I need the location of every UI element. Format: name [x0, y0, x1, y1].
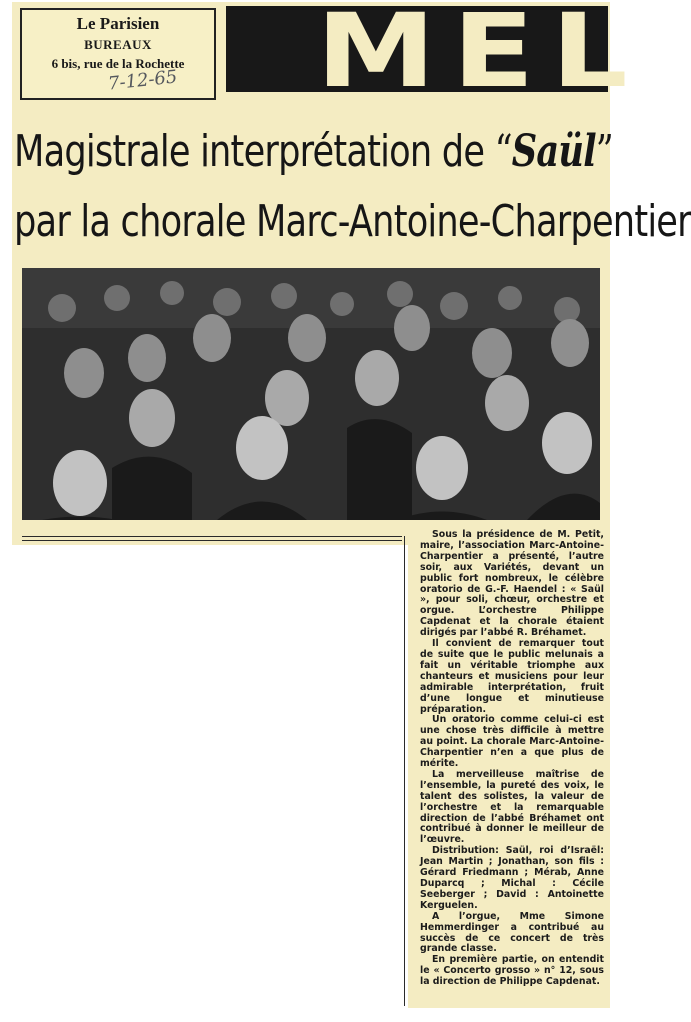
- handwritten-date: 7-12-65: [107, 66, 179, 95]
- headline-quote-open: “: [494, 126, 512, 177]
- headline-title: Saül: [511, 126, 596, 177]
- stamp-office: BUREAUX: [84, 37, 152, 52]
- divider-rule: [22, 536, 402, 537]
- stamp-address: 6 bis, rue de la Rochette: [51, 56, 185, 71]
- headline-text: Magistrale interprétation de: [14, 126, 495, 177]
- headline-quote-close: ”: [595, 126, 613, 177]
- masthead-banner: [226, 0, 645, 111]
- article-body: [420, 530, 604, 988]
- audience-photo-drawing: [22, 268, 600, 520]
- article-paragraph: Un oratorio comme celui-ci est une chose très difficile à mettre au point. La chorale Marc-Antoine-Charpentier n’en a que plus de mérite.: [420, 714, 604, 770]
- audience-photo: [22, 268, 600, 520]
- newspaper-stamp: [20, 8, 216, 100]
- stamp-newspaper-name: Le Parisien: [76, 14, 160, 33]
- headline-line-2: par la chorale Marc-Antoine-Charpentier: [14, 196, 691, 247]
- headline-line-1: [14, 126, 613, 177]
- article-paragraph: La merveilleuse maîtrise de l’ensemble, la pureté des voix, le talent des solistes, la valeur de l’orchestre et la remarquable direction de l’abbé Bréhamet ont contribué à donner le meilleur de l’œuvre.: [420, 768, 604, 846]
- article-paragraph: Sous la présidence de M. Petit, maire, l’association Marc-Antoine-Charpentier a présenté, l’autre soir, aux Variétés, devant un public fort nombreux, le célèbre oratorio de G.-F. Haendel : « Saül », pour soli, chœur, orchestre et orgue. L’orchestre Philippe Capdenat et la chorale étaient dirigés par l’abbé R. Bréhamet.: [420, 529, 604, 639]
- article-paragraph: Distribution: Saül, roi d’Israël: Jean Martin ; Jonathan, son fils : Gérard Friedmann ; Mérab, Anne Duparcq ; Michal : Cécile Seeberger ; David : Antoinette Kerguelen.: [420, 845, 604, 911]
- column-rule: [404, 536, 405, 1006]
- masthead-fragment: MEL: [316, 0, 645, 111]
- divider-rule: [22, 540, 402, 541]
- article-paragraph: A l’orgue, Mme Simone Hemmerdinger a contribué au succès de ce concert de très grande classe.: [420, 910, 604, 955]
- article-paragraph: En première partie, on entendit le « Concerto grosso » n° 12, sous la direction de Philippe Capdenat.: [420, 954, 604, 988]
- article-paragraph: Il convient de remarquer tout de suite que le public melunais a fait un véritable triomphe aux chanteurs et musiciens pour leur admirable interprétation, fruit d’une longue et minutieuse préparation.: [420, 638, 604, 715]
